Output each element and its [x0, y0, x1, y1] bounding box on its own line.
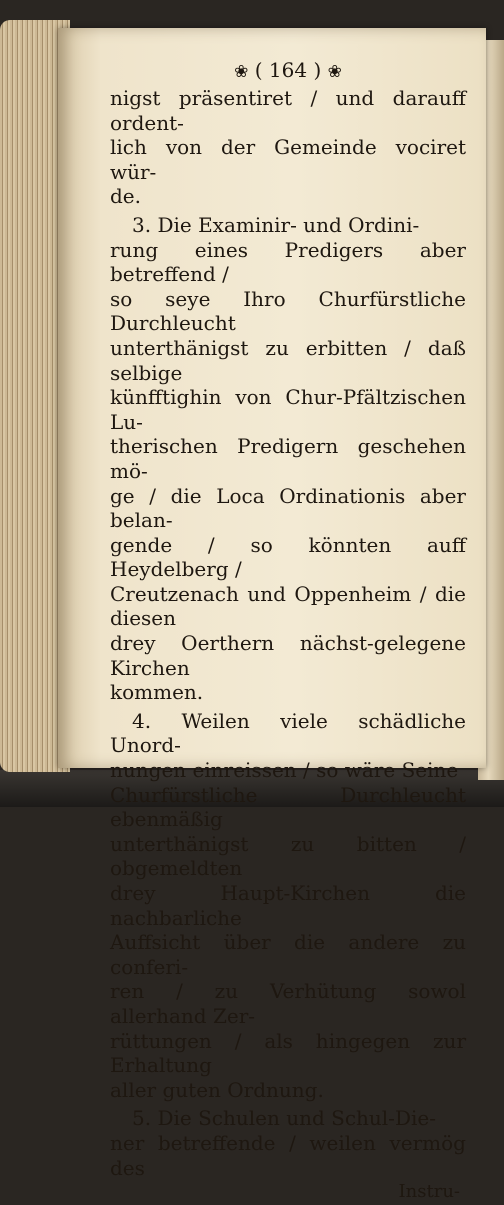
text-line: Auffsicht über die andere zu conferi- [110, 930, 466, 979]
text-line: de. [110, 184, 141, 209]
paragraph-3 [110, 213, 466, 705]
text-line: ner betreffende / weilen vermög des [110, 1130, 466, 1180]
text-line: therischen Predigern geschehen mö- [110, 434, 466, 483]
text-line: drey Oerthern nächst-gelegene Kirchen [110, 631, 466, 680]
text-line: aller guten Ordnung. [110, 1077, 324, 1102]
text-line: rung eines Predigers aber betreffend / [110, 237, 466, 287]
text-line: 4. Weilen viele schädliche Unord- [110, 708, 466, 758]
paragraph-5 [110, 1106, 466, 1180]
text-line: 5. Die Schulen und Schul-Die- [132, 1106, 436, 1131]
paragraph-4 [110, 709, 466, 1103]
catchword: Instru- [398, 1181, 460, 1203]
text-line: unterthänigst zu bitten / obgemeldten [110, 831, 466, 881]
page-header [110, 58, 466, 84]
text-line: ren / zu Verhütung sowol allerhand Zer- [110, 979, 466, 1028]
text-line: gende / so könnten auff Heydelberg / [110, 532, 466, 582]
text-line: lich von der Gemeinde vociret wür- [110, 135, 466, 184]
text-line: Churfürstliche Durchleucht ebenmäßig [110, 782, 466, 832]
text-line: so seye Ihro Churfürstliche Durchleucht [110, 286, 466, 336]
text-line: drey Haupt-Kirchen die nachbarliche [110, 881, 466, 930]
text-line: nigst präsentiret / und darauff ordent- [110, 86, 466, 135]
text-line: 3. Die Examinir- und Ordini- [132, 212, 420, 237]
page-number: ( 164 ) [254, 58, 322, 82]
ornament-right-icon: ❀ [327, 62, 342, 82]
book-page [58, 28, 486, 1203]
text-line: rüttungen / als hingegen zur Erhaltung [110, 1028, 466, 1078]
text-line: kommen. [110, 680, 204, 705]
text-line: künfftighin von Chur-Pfältzischen Lu- [110, 385, 466, 434]
page-text [110, 58, 466, 1205]
ornament-left-icon: ❀ [234, 62, 249, 82]
text-line: unterthänigst zu erbitten / daß selbige [110, 335, 466, 385]
text-line: ge / die Loca Ordinationis aber belan- [110, 483, 466, 533]
text-line: nungen einreissen / so wäre Seine [110, 758, 459, 783]
paragraph-continuation [110, 86, 466, 209]
text-line: Creutzenach und Oppenheim / die diesen [110, 581, 466, 631]
